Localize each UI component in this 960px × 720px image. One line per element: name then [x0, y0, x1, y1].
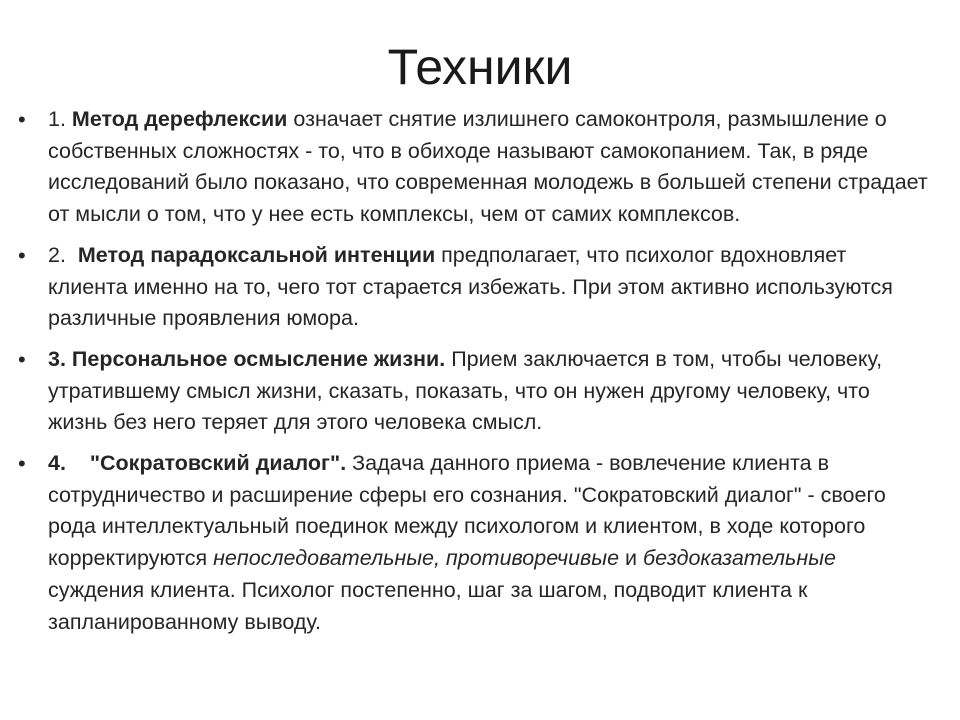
bullet-list — [18, 104, 928, 647]
item-text: означает снятие излишнего самоконтроля, размышление о собственных сложностях - то, что в обиходе называют самокопанием. Так, в ряде исследований было показано, что современная молодежь в большей степени страдает от мысли о том, что у нее есть комплексы, чем от самих комплексов. — [48, 107, 928, 227]
item-heading: 4. "Сократовский диалог". — [48, 451, 347, 476]
item-text: Прием заключается в том, чтобы человеку, утратившему смысл жизни, сказать, показать, что он нужен другому человеку, что жизнь без него теряет для этого человека смысл. — [48, 346, 883, 435]
slide-title: Техники — [387, 39, 573, 95]
item-text: и — [619, 546, 644, 571]
bullet-item-dereflection — [18, 104, 928, 231]
bullet-icon: • — [18, 107, 26, 132]
bullet-item-socratic-dialogue — [18, 448, 928, 638]
bullet-item-personal-meaning — [18, 344, 928, 439]
bullet-icon: • — [18, 242, 26, 268]
item-number: 1. — [48, 107, 72, 131]
item-number: 2. — [48, 242, 78, 267]
item-heading: Метод парадоксальной интенции — [77, 242, 436, 267]
bullet-icon: • — [18, 346, 26, 372]
item-text: Задача данного приема - вовлечение клиента в сотрудничество и расширение сферы его сознания. "Сократовский диалог" - своего рода интеллектуальный поединок между психологом и клиентом, в ходе которого корректируются — [48, 451, 886, 571]
bullet-item-paradoxical-intention — [18, 240, 928, 335]
item-italic-text: непоследовательные, противоречивые — [213, 546, 620, 571]
item-italic-text: бездоказательные — [643, 546, 836, 571]
item-text: предполагает, что психолог вдохновляет клиента именно на то, чего тот старается избежать. При этом активно используются различные проявления юмора. — [48, 242, 893, 331]
bullet-icon: • — [18, 451, 26, 477]
item-text: суждения клиента. Психолог постепенно, шаг за шагом, подводит клиента к запланированному выводу. — [48, 577, 808, 634]
item-heading: Метод дерефлексии — [71, 107, 288, 131]
item-heading: 3. Персональное осмысление жизни. — [48, 346, 446, 371]
